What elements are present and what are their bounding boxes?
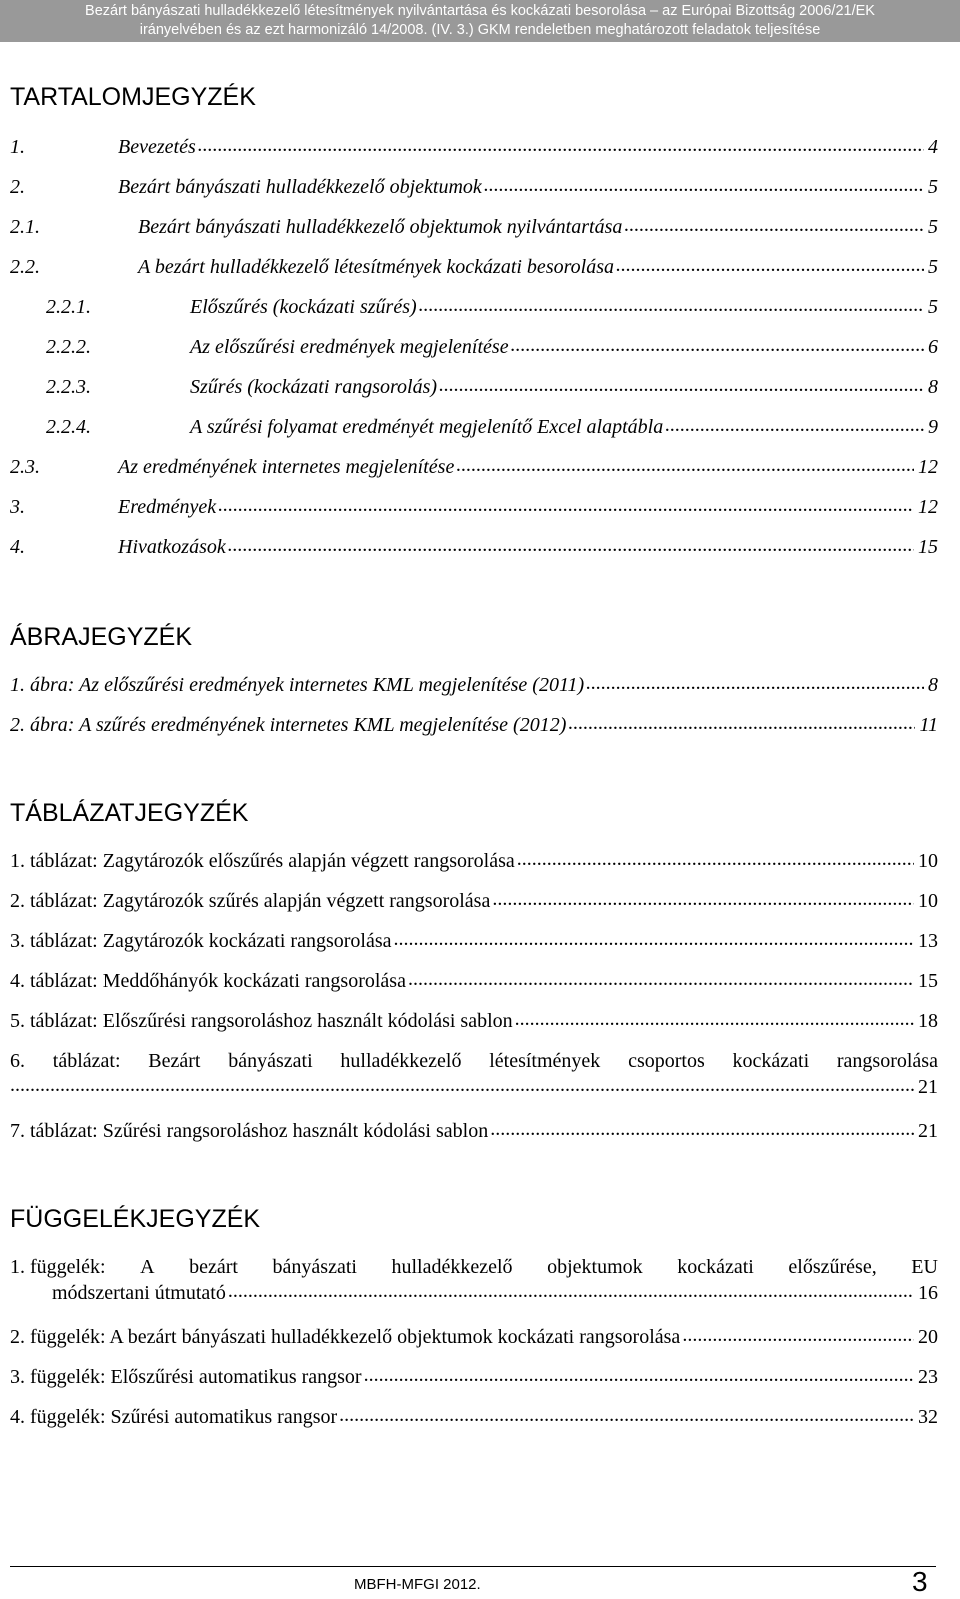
table-entry[interactable] — [10, 1048, 938, 1100]
appendix-entry[interactable]: 3. függelék: Előszűrési automatikus rangsor ..... 23 — [10, 1364, 938, 1390]
tables-title: TÁBLÁZATJEGYZÉK — [10, 799, 249, 827]
table-entry-line-2: ..... 21 — [10, 1074, 938, 1100]
toc-entry[interactable]: 2.2.4. A szűrési folyamat eredményét megjelenítő Excel alaptábla ..... 9 — [46, 414, 938, 440]
toc-entry[interactable]: 2.3. Az eredményének internetes megjelenítése ..... 12 — [10, 454, 938, 480]
table-entry[interactable]: 7. táblázat: Szűrési rangsoroláshoz használt kódolási sablon ..... 21 — [10, 1118, 938, 1144]
toc-entry[interactable]: 2.1. Bezárt bányászati hulladékkezelő objektumok nyilvántartása ..... 5 — [10, 214, 938, 240]
figures-title: ÁBRAJEGYZÉK — [10, 623, 192, 651]
toc-entry[interactable]: 2.2.2. Az előszűrési eredmények megjelenítése ..... 6 — [46, 334, 938, 360]
table-entry[interactable]: 2. táblázat: Zagytározók szűrés alapján végzett rangsorolása ..... 10 — [10, 888, 938, 914]
table-entry[interactable]: 5. táblázat: Előszűrési rangsoroláshoz használt kódolási sablon ..... 18 — [10, 1008, 938, 1034]
footer-divider — [10, 1566, 936, 1567]
figure-entry[interactable]: 1. ábra: Az előszűrési eredmények internetes KML megjelenítése (2011) ..... 8 — [10, 672, 938, 698]
footer-organization: MBFH-MFGI 2012. — [354, 1576, 481, 1593]
toc-title: TARTALOMJEGYZÉK — [10, 83, 256, 111]
table-entry-line-1: 6. táblázat: Bezárt bányászati hulladékkezelő létesítmények csoportos kockázati rangsorolása — [10, 1050, 938, 1072]
header-line-1: Bezárt bányászati hulladékkezelő létesítmények nyilvántartása és kockázati besorolása – az Európai Bizottság 2006/21/EK — [85, 3, 875, 19]
toc-entry[interactable]: 1. Bevezetés ..... 4 — [10, 134, 938, 160]
toc-entry[interactable]: 2.2. A bezárt hulladékkezelő létesítmények kockázati besorolása ..... 5 — [10, 254, 938, 280]
appendix-entry[interactable]: 2. függelék: A bezárt bányászati hulladékkezelő objektumok kockázati rangsorolása ..... 20 — [10, 1324, 938, 1350]
toc-entry[interactable]: 2. Bezárt bányászati hulladékkezelő objektumok ..... 5 — [10, 174, 938, 200]
running-header — [0, 0, 960, 42]
appendix-title: FÜGGELÉKJEGYZÉK — [10, 1205, 261, 1233]
table-entry[interactable]: 1. táblázat: Zagytározók előszűrés alapján végzett rangsorolása ..... 10 — [10, 848, 938, 874]
toc-entry[interactable]: 2.2.3. Szűrés (kockázati rangsorolás) ..... 8 — [46, 374, 938, 400]
table-entry[interactable]: 3. táblázat: Zagytározók kockázati rangsorolása ..... 13 — [10, 928, 938, 954]
page-number: 3 — [912, 1566, 928, 1597]
appendix-entry-line-2: módszertani útmutató ..... 16 — [52, 1280, 938, 1306]
header-line-2: irányelvében és az ezt harmonizáló 14/2008. (IV. 3.) GKM rendeletben meghatározott feladatok teljesítése — [139, 22, 821, 38]
appendix-entry[interactable]: 4. függelék: Szűrési automatikus rangsor ..... 32 — [10, 1404, 938, 1430]
table-entry[interactable]: 4. táblázat: Meddőhányók kockázati rangsorolása ..... 15 — [10, 968, 938, 994]
appendix-entry-line-1: 1. függelék: A bezárt bányászati hulladékkezelő objektumok kockázati előszűrése, EU — [10, 1256, 938, 1278]
toc-entry[interactable]: 4. Hivatkozások ..... 15 — [10, 534, 938, 560]
toc-entry[interactable]: 2.2.1. Előszűrés (kockázati szűrés) ..... 5 — [46, 294, 938, 320]
appendix-entry[interactable] — [10, 1254, 938, 1306]
toc-entry[interactable]: 3. Eredmények ..... 12 — [10, 494, 938, 520]
figure-entry[interactable]: 2. ábra: A szűrés eredményének internetes KML megjelenítése (2012) ..... 11 — [10, 712, 938, 738]
